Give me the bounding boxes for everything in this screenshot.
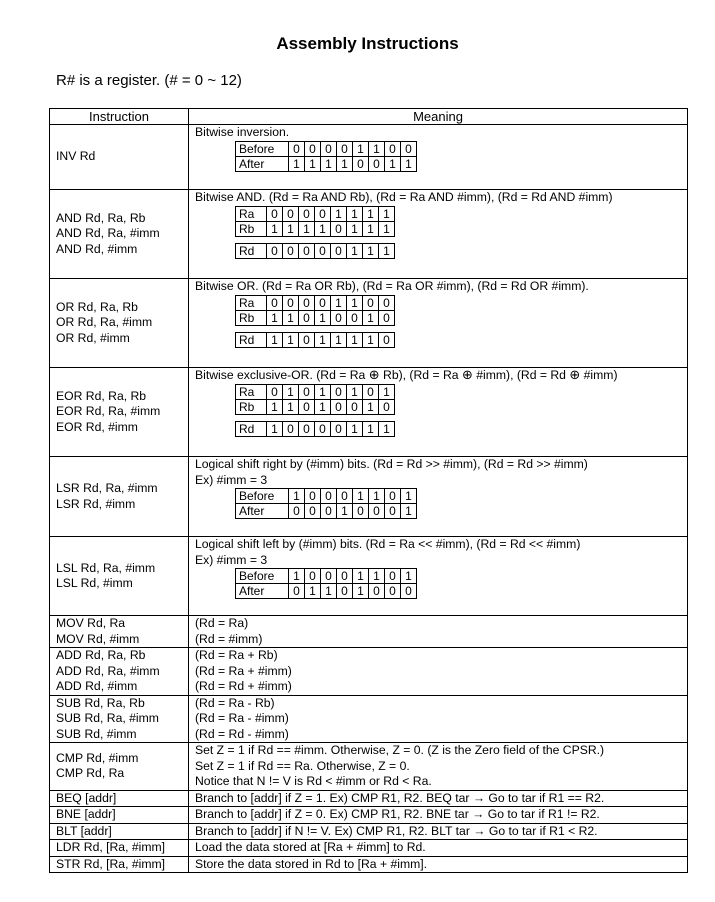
bit-label: Rd: [236, 332, 267, 347]
bit-cell: 0: [267, 206, 283, 221]
bit-cell: 0: [385, 504, 401, 519]
bit-label: Ra: [236, 295, 267, 310]
sub-meaning: [189, 695, 688, 743]
inv-instruction: [50, 125, 189, 190]
bit-cell: 0: [305, 489, 321, 504]
instr-line: AND Rd, Ra, Rb: [56, 210, 146, 225]
xor-icon: ⊕: [569, 367, 581, 382]
bit-cell: 1: [353, 141, 369, 156]
and-bit-table: [235, 206, 395, 259]
bit-cell: 1: [363, 399, 379, 414]
bit-cell: 1: [347, 221, 363, 236]
bit-row: [236, 489, 417, 504]
inv-bit-table: [235, 141, 417, 172]
blt-meaning: Branch to [addr] if N != V. Ex) CMP R1, R2. BLT tar → Go to tar if R1 < R2.: [189, 823, 688, 840]
page-title: Assembly Instructions: [276, 34, 459, 53]
bit-row: [236, 569, 417, 584]
xor-icon: ⊕: [461, 367, 473, 382]
bit-label: After: [236, 156, 289, 171]
bit-cell: 1: [331, 295, 347, 310]
bit-row: [236, 206, 395, 221]
instruction-header: Instruction: [50, 109, 189, 125]
bit-cell: 0: [305, 141, 321, 156]
bit-cell: 1: [347, 384, 363, 399]
bit-cell: 1: [267, 332, 283, 347]
spacer: [236, 414, 395, 421]
instr-line: OR Rd, Ra, #imm: [56, 315, 153, 330]
bit-row: [236, 384, 395, 399]
bit-cell: 0: [299, 421, 315, 436]
bit-cell: 1: [283, 221, 299, 236]
bit-label: Rb: [236, 310, 267, 325]
register-note: R# is a register. (# = 0 ~ 12): [56, 72, 242, 89]
inv-meaning: [189, 125, 688, 190]
bit-cell: 1: [283, 310, 299, 325]
lsr-desc: Logical shift right by (#imm) bits. (Rd = Rd >> #imm), (Rd = Rd >> #imm): [195, 457, 588, 471]
meaning-line: Set Z = 1 if Rd == Ra. Otherwise, Z = 0.: [195, 758, 410, 773]
instr-line: ADD Rd, #imm: [56, 679, 138, 693]
bit-cell: 1: [379, 243, 395, 258]
bit-cell: 0: [315, 421, 331, 436]
lsr-example: Ex) #imm = 3: [195, 472, 268, 487]
bit-cell: 0: [347, 310, 363, 325]
instr-line: OR Rd, Ra, Rb: [56, 299, 138, 314]
bit-cell: 0: [331, 421, 347, 436]
bit-label: Ra: [236, 206, 267, 221]
bit-cell: 0: [379, 310, 395, 325]
bit-cell: 0: [369, 156, 385, 171]
bit-cell: 1: [369, 569, 385, 584]
bit-cell: 0: [299, 206, 315, 221]
bit-cell: 1: [379, 221, 395, 236]
bit-cell: 0: [369, 584, 385, 599]
bit-cell: 0: [379, 399, 395, 414]
bit-cell: 1: [401, 504, 417, 519]
bit-cell: 0: [321, 141, 337, 156]
instr-line: SUB Rd, Ra, Rb: [56, 695, 145, 710]
ldr-instruction: LDR Rd, [Ra, #imm]: [50, 840, 189, 857]
bit-cell: 0: [283, 295, 299, 310]
bit-cell: 0: [337, 489, 353, 504]
bit-cell: 0: [299, 332, 315, 347]
meaning-line: (Rd = Ra - #imm): [195, 711, 289, 725]
bit-cell: 0: [385, 489, 401, 504]
bit-row: [236, 141, 417, 156]
bit-cell: 0: [401, 584, 417, 599]
bit-cell: 0: [283, 421, 299, 436]
bit-row: [236, 310, 395, 325]
bit-row: [236, 421, 395, 436]
bit-label: Ra: [236, 384, 267, 399]
bit-cell: 1: [267, 399, 283, 414]
bne-meaning: Branch to [addr] if Z = 0. Ex) CMP R1, R2. BNE tar → Go to tar if R1 != R2.: [189, 807, 688, 824]
cmp-meaning: [189, 743, 688, 791]
bit-cell: 1: [363, 221, 379, 236]
bit-cell: 0: [353, 156, 369, 171]
bit-cell: 0: [315, 295, 331, 310]
bit-cell: 0: [353, 504, 369, 519]
instr-line: SUB Rd, #imm: [56, 726, 137, 741]
str-instruction: STR Rd, [Ra, #imm]: [50, 856, 189, 873]
bit-cell: 1: [289, 569, 305, 584]
bit-row: [236, 243, 395, 258]
add-meaning: [189, 648, 688, 696]
bit-cell: 1: [315, 332, 331, 347]
instr-line: CMP Rd, Ra: [56, 766, 125, 781]
lsl-example: Ex) #imm = 3: [195, 552, 268, 567]
bit-cell: 0: [289, 141, 305, 156]
and-meaning: [189, 190, 688, 279]
bit-row: [236, 221, 395, 236]
bit-cell: 1: [347, 206, 363, 221]
bit-cell: 0: [385, 569, 401, 584]
bit-cell: 1: [289, 156, 305, 171]
or-desc: Bitwise OR. (Rd = Ra OR Rb), (Rd = Ra OR #imm), (Rd = Rd OR #imm).: [195, 279, 589, 293]
bit-cell: 1: [267, 221, 283, 236]
bit-cell: 0: [331, 221, 347, 236]
bit-cell: 0: [369, 504, 385, 519]
bit-cell: 0: [305, 504, 321, 519]
bit-cell: 0: [299, 399, 315, 414]
bit-cell: 1: [315, 384, 331, 399]
lsr-bit-table: [235, 488, 417, 519]
bit-cell: 0: [363, 384, 379, 399]
bit-cell: 1: [315, 310, 331, 325]
bit-cell: 0: [299, 310, 315, 325]
bit-cell: 0: [299, 295, 315, 310]
bit-cell: 1: [353, 569, 369, 584]
bit-cell: 1: [379, 384, 395, 399]
bit-row: [236, 332, 395, 347]
bit-cell: 1: [305, 584, 321, 599]
bit-cell: 1: [369, 141, 385, 156]
bit-cell: 0: [347, 399, 363, 414]
instruction-table: [49, 108, 688, 873]
bit-cell: 0: [267, 243, 283, 258]
bit-cell: 0: [321, 569, 337, 584]
bit-cell: 1: [299, 221, 315, 236]
meaning-header: Meaning: [189, 109, 688, 125]
and-desc: Bitwise AND. (Rd = Ra AND Rb), (Rd = Ra AND #imm), (Rd = Rd AND #imm): [195, 190, 613, 204]
bit-cell: 0: [299, 384, 315, 399]
desc-part: Rb), (Rd = Ra: [379, 368, 462, 382]
bit-cell: 0: [305, 569, 321, 584]
bit-cell: 1: [363, 310, 379, 325]
cmp-instruction: [50, 743, 189, 791]
meaning-line: (Rd = Ra - Rb): [195, 695, 275, 710]
beq-instruction: BEQ [addr]: [50, 790, 189, 807]
str-meaning: Store the data stored in Rd to [Ra + #imm].: [189, 856, 688, 873]
bit-label: After: [236, 504, 289, 519]
bit-cell: 0: [385, 584, 401, 599]
instr-line: LSR Rd, Ra, #imm: [56, 481, 158, 495]
mov-meaning: [189, 616, 688, 648]
bit-cell: 1: [267, 310, 283, 325]
bit-cell: 1: [315, 399, 331, 414]
bit-cell: 1: [379, 421, 395, 436]
bit-label: Rb: [236, 399, 267, 414]
bit-cell: 0: [289, 584, 305, 599]
bit-row: [236, 504, 417, 519]
ldr-meaning: Load the data stored at [Ra + #imm] to Rd.: [189, 840, 688, 857]
bit-cell: 1: [353, 584, 369, 599]
bit-cell: 1: [369, 489, 385, 504]
spacer: [236, 236, 395, 243]
bit-cell: 0: [331, 399, 347, 414]
bit-cell: 1: [379, 206, 395, 221]
lsl-desc: Logical shift left by (#imm) bits. (Rd = Ra << #imm), (Rd = Rd << #imm): [195, 537, 581, 551]
bit-row: [236, 584, 417, 599]
eor-bit-table: [235, 384, 395, 437]
bit-cell: 0: [315, 206, 331, 221]
bit-cell: 0: [337, 569, 353, 584]
inv-desc: Bitwise inversion.: [195, 125, 290, 139]
or-instruction: [50, 279, 189, 368]
bit-cell: 1: [347, 243, 363, 258]
bit-cell: 1: [321, 156, 337, 171]
bit-cell: 0: [315, 243, 331, 258]
bit-cell: 0: [321, 489, 337, 504]
spacer: [236, 325, 395, 332]
bit-cell: 1: [401, 489, 417, 504]
bit-label: Before: [236, 141, 289, 156]
bit-cell: 0: [401, 141, 417, 156]
instr-line: EOR Rd, Ra, #imm: [56, 404, 161, 419]
bit-cell: 1: [337, 504, 353, 519]
bit-cell: 1: [347, 421, 363, 436]
lsr-instruction: [50, 457, 189, 537]
bit-cell: 1: [283, 399, 299, 414]
bit-cell: 1: [347, 332, 363, 347]
lsl-meaning: [189, 537, 688, 616]
bit-cell: 1: [315, 221, 331, 236]
bit-label: Rd: [236, 243, 267, 258]
meaning-line: (Rd = Ra + #imm): [195, 663, 292, 678]
instr-line: AND Rd, #imm: [56, 241, 138, 256]
bit-cell: 1: [331, 206, 347, 221]
or-meaning: [189, 279, 688, 368]
instr-line: LSR Rd, #imm: [56, 496, 136, 511]
meaning-line: (Rd = Rd + #imm): [195, 679, 292, 693]
bit-cell: 1: [401, 156, 417, 171]
bit-row: [236, 295, 395, 310]
desc-part: #imm), (Rd = Rd: [472, 368, 570, 382]
bit-cell: 1: [283, 384, 299, 399]
bit-cell: 0: [331, 310, 347, 325]
or-bit-table: [235, 295, 395, 348]
meaning-line: (Rd = Rd - #imm): [195, 726, 289, 741]
instr-line: EOR Rd, #imm: [56, 419, 138, 434]
instr-line: LSL Rd, Ra, #imm: [56, 560, 156, 575]
bit-cell: 0: [283, 206, 299, 221]
instr-line: OR Rd, #imm: [56, 330, 130, 345]
bit-cell: 0: [331, 384, 347, 399]
meaning-line: (Rd = Ra + Rb): [195, 648, 278, 662]
instr-line: INV Rd: [56, 149, 96, 164]
bit-cell: 1: [363, 421, 379, 436]
bit-cell: 1: [401, 569, 417, 584]
instr-line: MOV Rd, #imm: [56, 631, 140, 646]
bit-cell: 0: [283, 243, 299, 258]
bit-cell: 0: [299, 243, 315, 258]
sub-instruction: [50, 695, 189, 743]
bit-label: Rd: [236, 421, 267, 436]
bit-cell: 0: [385, 141, 401, 156]
beq-meaning: Branch to [addr] if Z = 1. Ex) CMP R1, R2. BEQ tar → Go to tar if R1 == R2.: [189, 790, 688, 807]
bit-cell: 1: [363, 206, 379, 221]
bit-cell: 1: [347, 295, 363, 310]
bit-cell: 0: [331, 243, 347, 258]
instr-line: EOR Rd, Ra, Rb: [56, 388, 147, 403]
bit-cell: 0: [267, 295, 283, 310]
instr-line: AND Rd, Ra, #imm: [56, 226, 160, 241]
instr-line: ADD Rd, Ra, #imm: [56, 663, 160, 678]
desc-part: #imm): [580, 368, 618, 382]
bit-cell: 1: [305, 156, 321, 171]
eor-desc: [195, 368, 687, 384]
bit-cell: 0: [337, 584, 353, 599]
mov-instruction: [50, 616, 189, 648]
bit-cell: 0: [267, 384, 283, 399]
bit-cell: 1: [331, 332, 347, 347]
bit-cell: 1: [363, 243, 379, 258]
instr-line: MOV Rd, Ra: [56, 616, 126, 630]
instr-line: CMP Rd, #imm: [56, 750, 139, 765]
bit-cell: 1: [363, 332, 379, 347]
bit-cell: 0: [321, 504, 337, 519]
bit-cell: 1: [353, 489, 369, 504]
bit-cell: 0: [363, 295, 379, 310]
bit-cell: 1: [267, 421, 283, 436]
bit-label: After: [236, 584, 289, 599]
bit-cell: 1: [289, 489, 305, 504]
bit-cell: 0: [337, 141, 353, 156]
bit-cell: 1: [283, 332, 299, 347]
bit-row: [236, 156, 417, 171]
desc-part: Bitwise exclusive-OR. (Rd = Ra: [195, 368, 369, 382]
meaning-line: (Rd = #imm): [195, 631, 263, 646]
blt-instruction: BLT [addr]: [50, 823, 189, 840]
instr-line: ADD Rd, Ra, Rb: [56, 648, 146, 662]
instr-line: SUB Rd, Ra, #imm: [56, 711, 159, 725]
instr-line: LSL Rd, #imm: [56, 576, 133, 590]
bit-cell: 0: [289, 504, 305, 519]
lsr-meaning: [189, 457, 688, 537]
bit-label: Before: [236, 489, 289, 504]
bne-instruction: BNE [addr]: [50, 807, 189, 824]
and-instruction: [50, 190, 189, 279]
eor-instruction: [50, 368, 189, 457]
bit-label: Rb: [236, 221, 267, 236]
xor-icon: ⊕: [368, 367, 380, 382]
bit-cell: 1: [337, 156, 353, 171]
bit-cell: 0: [379, 295, 395, 310]
eor-meaning: [189, 368, 688, 457]
meaning-line: Notice that N != V is Rd < #imm or Rd < Ra.: [195, 774, 432, 788]
lsl-bit-table: [235, 568, 417, 599]
bit-cell: 1: [385, 156, 401, 171]
bit-row: [236, 399, 395, 414]
add-instruction: [50, 648, 189, 696]
lsl-instruction: [50, 537, 189, 616]
meaning-line: (Rd = Ra): [195, 616, 249, 630]
meaning-line: Set Z = 1 if Rd == #imm. Otherwise, Z = 0. (Z is the Zero field of the CPSR.): [195, 743, 605, 757]
bit-label: Before: [236, 569, 289, 584]
bit-cell: 1: [321, 584, 337, 599]
bit-cell: 0: [379, 332, 395, 347]
